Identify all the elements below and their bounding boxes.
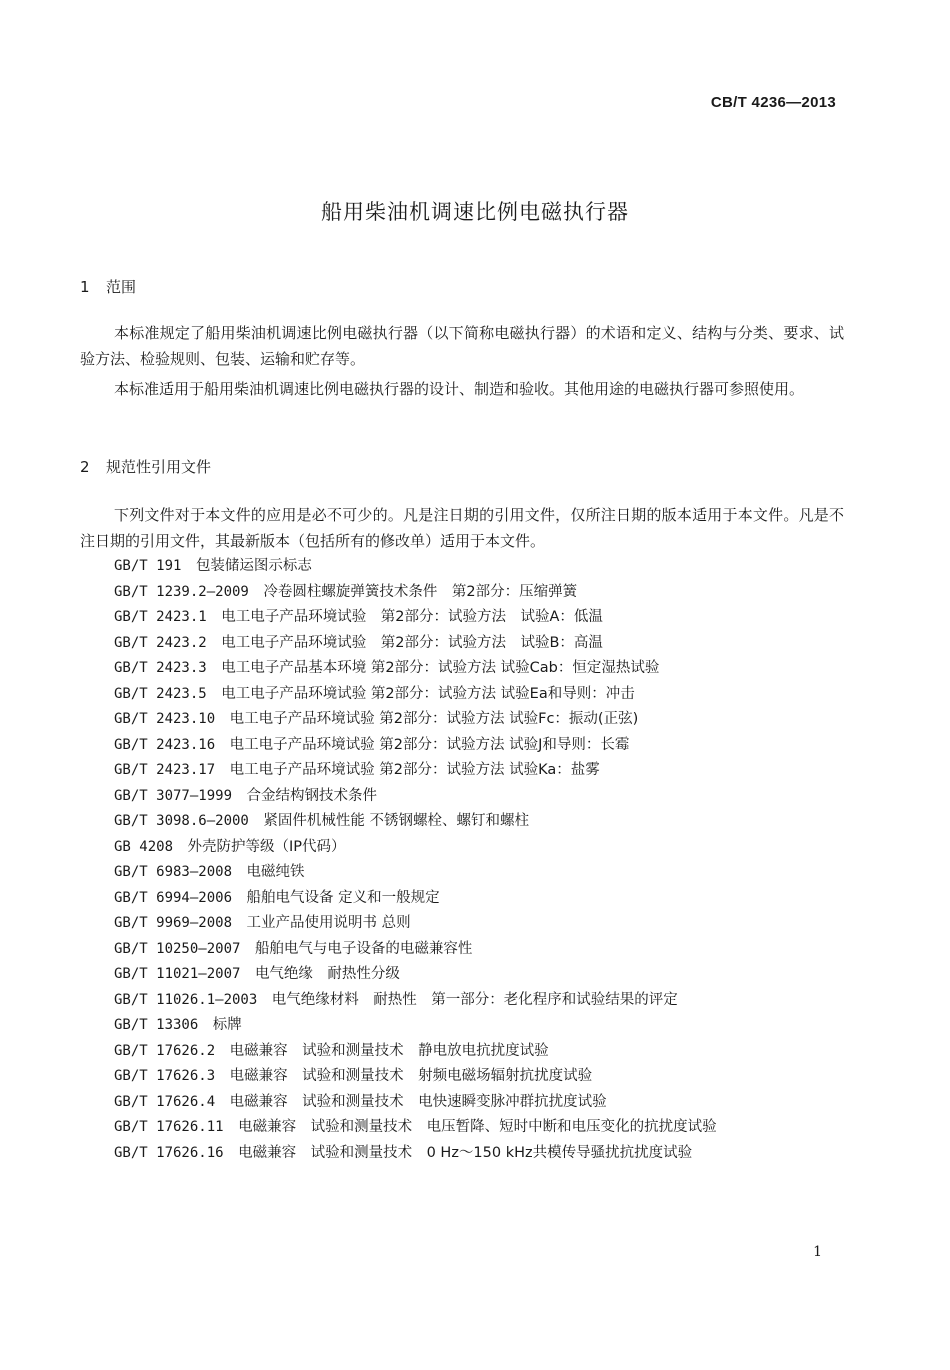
reference-item <box>114 1115 717 1141</box>
reference-title: 标牌 <box>212 1017 242 1033</box>
reference-title: 电磁兼容 试验和测量技术 射频电磁场辐射抗扰度试验 <box>229 1068 593 1084</box>
reference-title: 冷卷圆柱螺旋弹簧技术条件 第2部分：压缩弹簧 <box>263 583 578 600</box>
normative-references-list <box>114 554 717 1166</box>
reference-code: GB/T 11021—2007 <box>114 966 241 982</box>
reference-title: 电磁兼容 试验和测量技术 电压暂降、短时中断和电压变化的抗扰度试验 <box>238 1119 717 1135</box>
reference-item <box>114 682 717 708</box>
document-title: 船用柴油机调速比例电磁执行器 <box>321 200 629 224</box>
reference-item <box>114 886 717 912</box>
reference-title: 电磁兼容 试验和测量技术 电快速瞬变脉冲群抗扰度试验 <box>229 1093 607 1110</box>
reference-item <box>114 988 717 1014</box>
section-2-heading <box>80 456 211 477</box>
reference-code: GB/T 3077—1999 <box>114 787 233 804</box>
reference-title: 电工电子产品环境试验 第2部分：试验方法 试验A：低温 <box>221 609 603 625</box>
reference-title: 电工电子产品环境试验 第2部分：试验方法 试验Fc：振动(正弦) <box>229 711 639 727</box>
reference-code: GB/T 2423.10 <box>114 711 216 727</box>
reference-title: 合金结构钢技术条件 <box>246 787 378 804</box>
section-1-paragraph-2: 本标准适用于船用柴油机调速比例电磁执行器的设计、制造和验收。其他用途的电磁执行器可参照使用。 <box>114 380 805 398</box>
reference-code: GB/T 2423.2 <box>114 634 207 651</box>
reference-item <box>114 1013 717 1039</box>
reference-code: GB/T 9969—2008 <box>114 915 233 931</box>
reference-item <box>114 605 717 631</box>
reference-item <box>114 554 717 580</box>
reference-item <box>114 860 717 886</box>
reference-code: GB/T 17626.16 <box>114 1144 224 1161</box>
reference-code: GB/T 10250—2007 <box>114 940 241 957</box>
reference-item <box>114 937 717 963</box>
reference-title: 电气绝缘 耐热性分级 <box>254 966 400 982</box>
reference-title: 船舶电气设备 定义和一般规定 <box>246 889 440 906</box>
reference-code: GB/T 6983—2008 <box>114 864 233 880</box>
reference-code: GB/T 2423.1 <box>114 609 207 625</box>
reference-item <box>114 809 717 835</box>
reference-code: GB/T 2423.5 <box>114 685 207 702</box>
reference-code: GB/T 17626.11 <box>114 1119 224 1135</box>
reference-item <box>114 962 717 988</box>
reference-item <box>114 835 717 861</box>
reference-title: 包装储运图示标志 <box>195 558 312 574</box>
reference-item <box>114 580 717 606</box>
reference-item <box>114 656 717 682</box>
section-1-paragraph-1: 本标准规定了船用柴油机调速比例电磁执行器（以下简称电磁执行器）的术语和定义、结构与分类、要求、试验方法、检验规则、包装、运输和贮存等。 <box>80 324 844 368</box>
reference-item <box>114 1039 717 1065</box>
reference-code: GB/T 11026.1—2003 <box>114 991 258 1008</box>
reference-code: GB/T 191 <box>114 558 182 574</box>
page-number: 1 <box>813 1244 822 1260</box>
reference-title: 紧固件机械性能 不锈钢螺栓、螺钉和螺柱 <box>263 813 529 829</box>
reference-item <box>114 784 717 810</box>
reference-code: GB/T 2423.16 <box>114 736 216 753</box>
reference-code: GB 4208 <box>114 838 174 855</box>
reference-title: 电磁纯铁 <box>246 864 305 880</box>
reference-item <box>114 1141 717 1167</box>
reference-title: 电工电子产品环境试验 第2部分：试验方法 试验Ea和导则：冲击 <box>221 685 635 702</box>
reference-title: 电磁兼容 试验和测量技术 0 Hz～150 kHz共模传导骚扰抗扰度试验 <box>238 1144 693 1161</box>
reference-code: GB/T 2423.3 <box>114 660 207 676</box>
section-number: 2 <box>80 458 90 476</box>
reference-code: GB/T 6994—2006 <box>114 889 233 906</box>
section-title: 范围 <box>106 278 137 296</box>
reference-title: 电工电子产品环境试验 第2部分：试验方法 试验J和导则：长霉 <box>229 736 630 753</box>
standard-code: CB/T 4236—2013 <box>710 94 836 111</box>
reference-item <box>114 911 717 937</box>
reference-title: 电气绝缘材料 耐热性 第一部分：老化程序和试验结果的评定 <box>271 991 678 1008</box>
reference-code: GB/T 13306 <box>114 1017 199 1033</box>
reference-title: 外壳防护等级（IP代码） <box>187 838 346 855</box>
reference-title: 电磁兼容 试验和测量技术 静电放电抗扰度试验 <box>229 1042 549 1059</box>
reference-title: 电工电子产品环境试验 第2部分：试验方法 试验B：高温 <box>221 634 603 651</box>
reference-title: 电工电子产品环境试验 第2部分：试验方法 试验Ka：盐雾 <box>229 762 600 778</box>
reference-title: 电工电子产品基本环境 第2部分：试验方法 试验Cab：恒定湿热试验 <box>221 660 660 676</box>
section-number: 1 <box>80 278 90 296</box>
reference-code: GB/T 2423.17 <box>114 762 216 778</box>
reference-item <box>114 631 717 657</box>
reference-item <box>114 707 717 733</box>
reference-code: GB/T 3098.6—2000 <box>114 813 249 829</box>
section-2-paragraph-1: 下列文件对于本文件的应用是必不可少的。凡是注日期的引用文件，仅所注日期的版本适用于本文件。凡是不注日期的引用文件，其最新版本（包括所有的修改单）适用于本文件。 <box>80 506 844 550</box>
reference-item <box>114 758 717 784</box>
reference-code: GB/T 17626.2 <box>114 1042 216 1059</box>
section-1-heading <box>80 276 136 297</box>
section-title: 规范性引用文件 <box>106 458 212 476</box>
reference-item <box>114 1064 717 1090</box>
reference-title: 船舶电气与电子设备的电磁兼容性 <box>254 940 473 957</box>
reference-item <box>114 1090 717 1116</box>
reference-code: GB/T 17626.3 <box>114 1068 216 1084</box>
reference-code: GB/T 1239.2—2009 <box>114 583 249 600</box>
reference-code: GB/T 17626.4 <box>114 1093 216 1110</box>
reference-title: 工业产品使用说明书 总则 <box>246 915 411 931</box>
reference-item <box>114 733 717 759</box>
